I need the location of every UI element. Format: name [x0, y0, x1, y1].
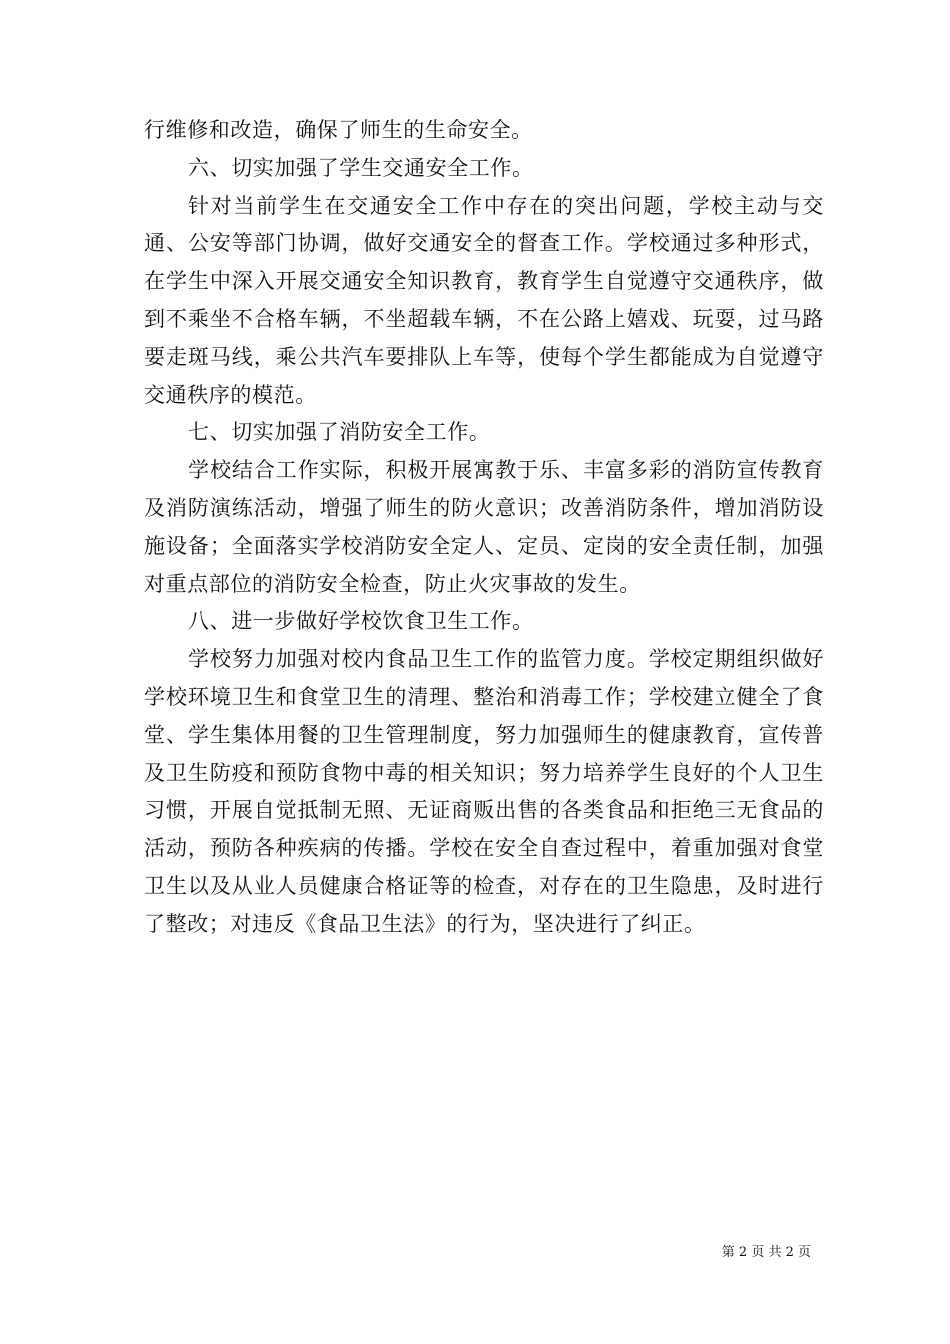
section-heading-6: 六、切实加强了学生交通安全工作。: [188, 155, 534, 180]
paragraph-traffic-safety: 针对当前学生在交通安全工作中存在的突出问题，学校主动与交通、公安等部门协调，做好交通安全的督查工作。学校通过多种形式，在学生中深入开展交通安全知识教育，教育学生自觉遵守交通秩序，做到不乘坐不合格车辆，不坐超载车辆，不在公路上嬉戏、玩耍，过马路要走斑马线，乘公共汽车要排队上车等，使每个学生都能成为自觉遵守交通秩序的模范。: [144, 193, 824, 407]
section-heading-8: 八、进一步做好学校饮食卫生工作。: [188, 609, 534, 634]
paragraph-food-hygiene: 学校努力加强对校内食品卫生工作的监管力度。学校定期组织做好学校环境卫生和食堂卫生的清理、整治和消毒工作；学校建立健全了食堂、学生集体用餐的卫生管理制度，努力加强师生的健康教育，宣传普及卫生防疫和预防食物中毒的相关知识；努力培养学生良好的个人卫生习惯，开展自觉抵制无照、无证商贩出售的各类食品和拒绝三无食品的活动，预防各种疾病的传播。学校在安全自查过程中，着重加强对食堂卫生以及从业人员健康合格证等的检查，对存在的卫生隐患，及时进行了整改；对违反《食品卫生法》的行为，坚决进行了纠正。: [144, 647, 824, 936]
paragraph-1: 行维修和改造，确保了师生的生命安全。: [144, 118, 533, 142]
paragraph-fire-safety: 学校结合工作实际，积极开展寓教于乐、丰富多彩的消防宣传教育及消防演练活动，增强了师生的防火意识；改善消防条件，增加消防设施设备；全面落实学校消防安全定人、定员、定岗的安全责任制，加强对重点部位的消防安全检查，防止火灾事故的发生。: [144, 458, 824, 596]
section-heading-7: 七、切实加强了消防安全工作。: [188, 420, 491, 445]
page-number-footer: 第 2 页 共 2 页: [721, 1245, 811, 1260]
document-body: [144, 112, 824, 944]
